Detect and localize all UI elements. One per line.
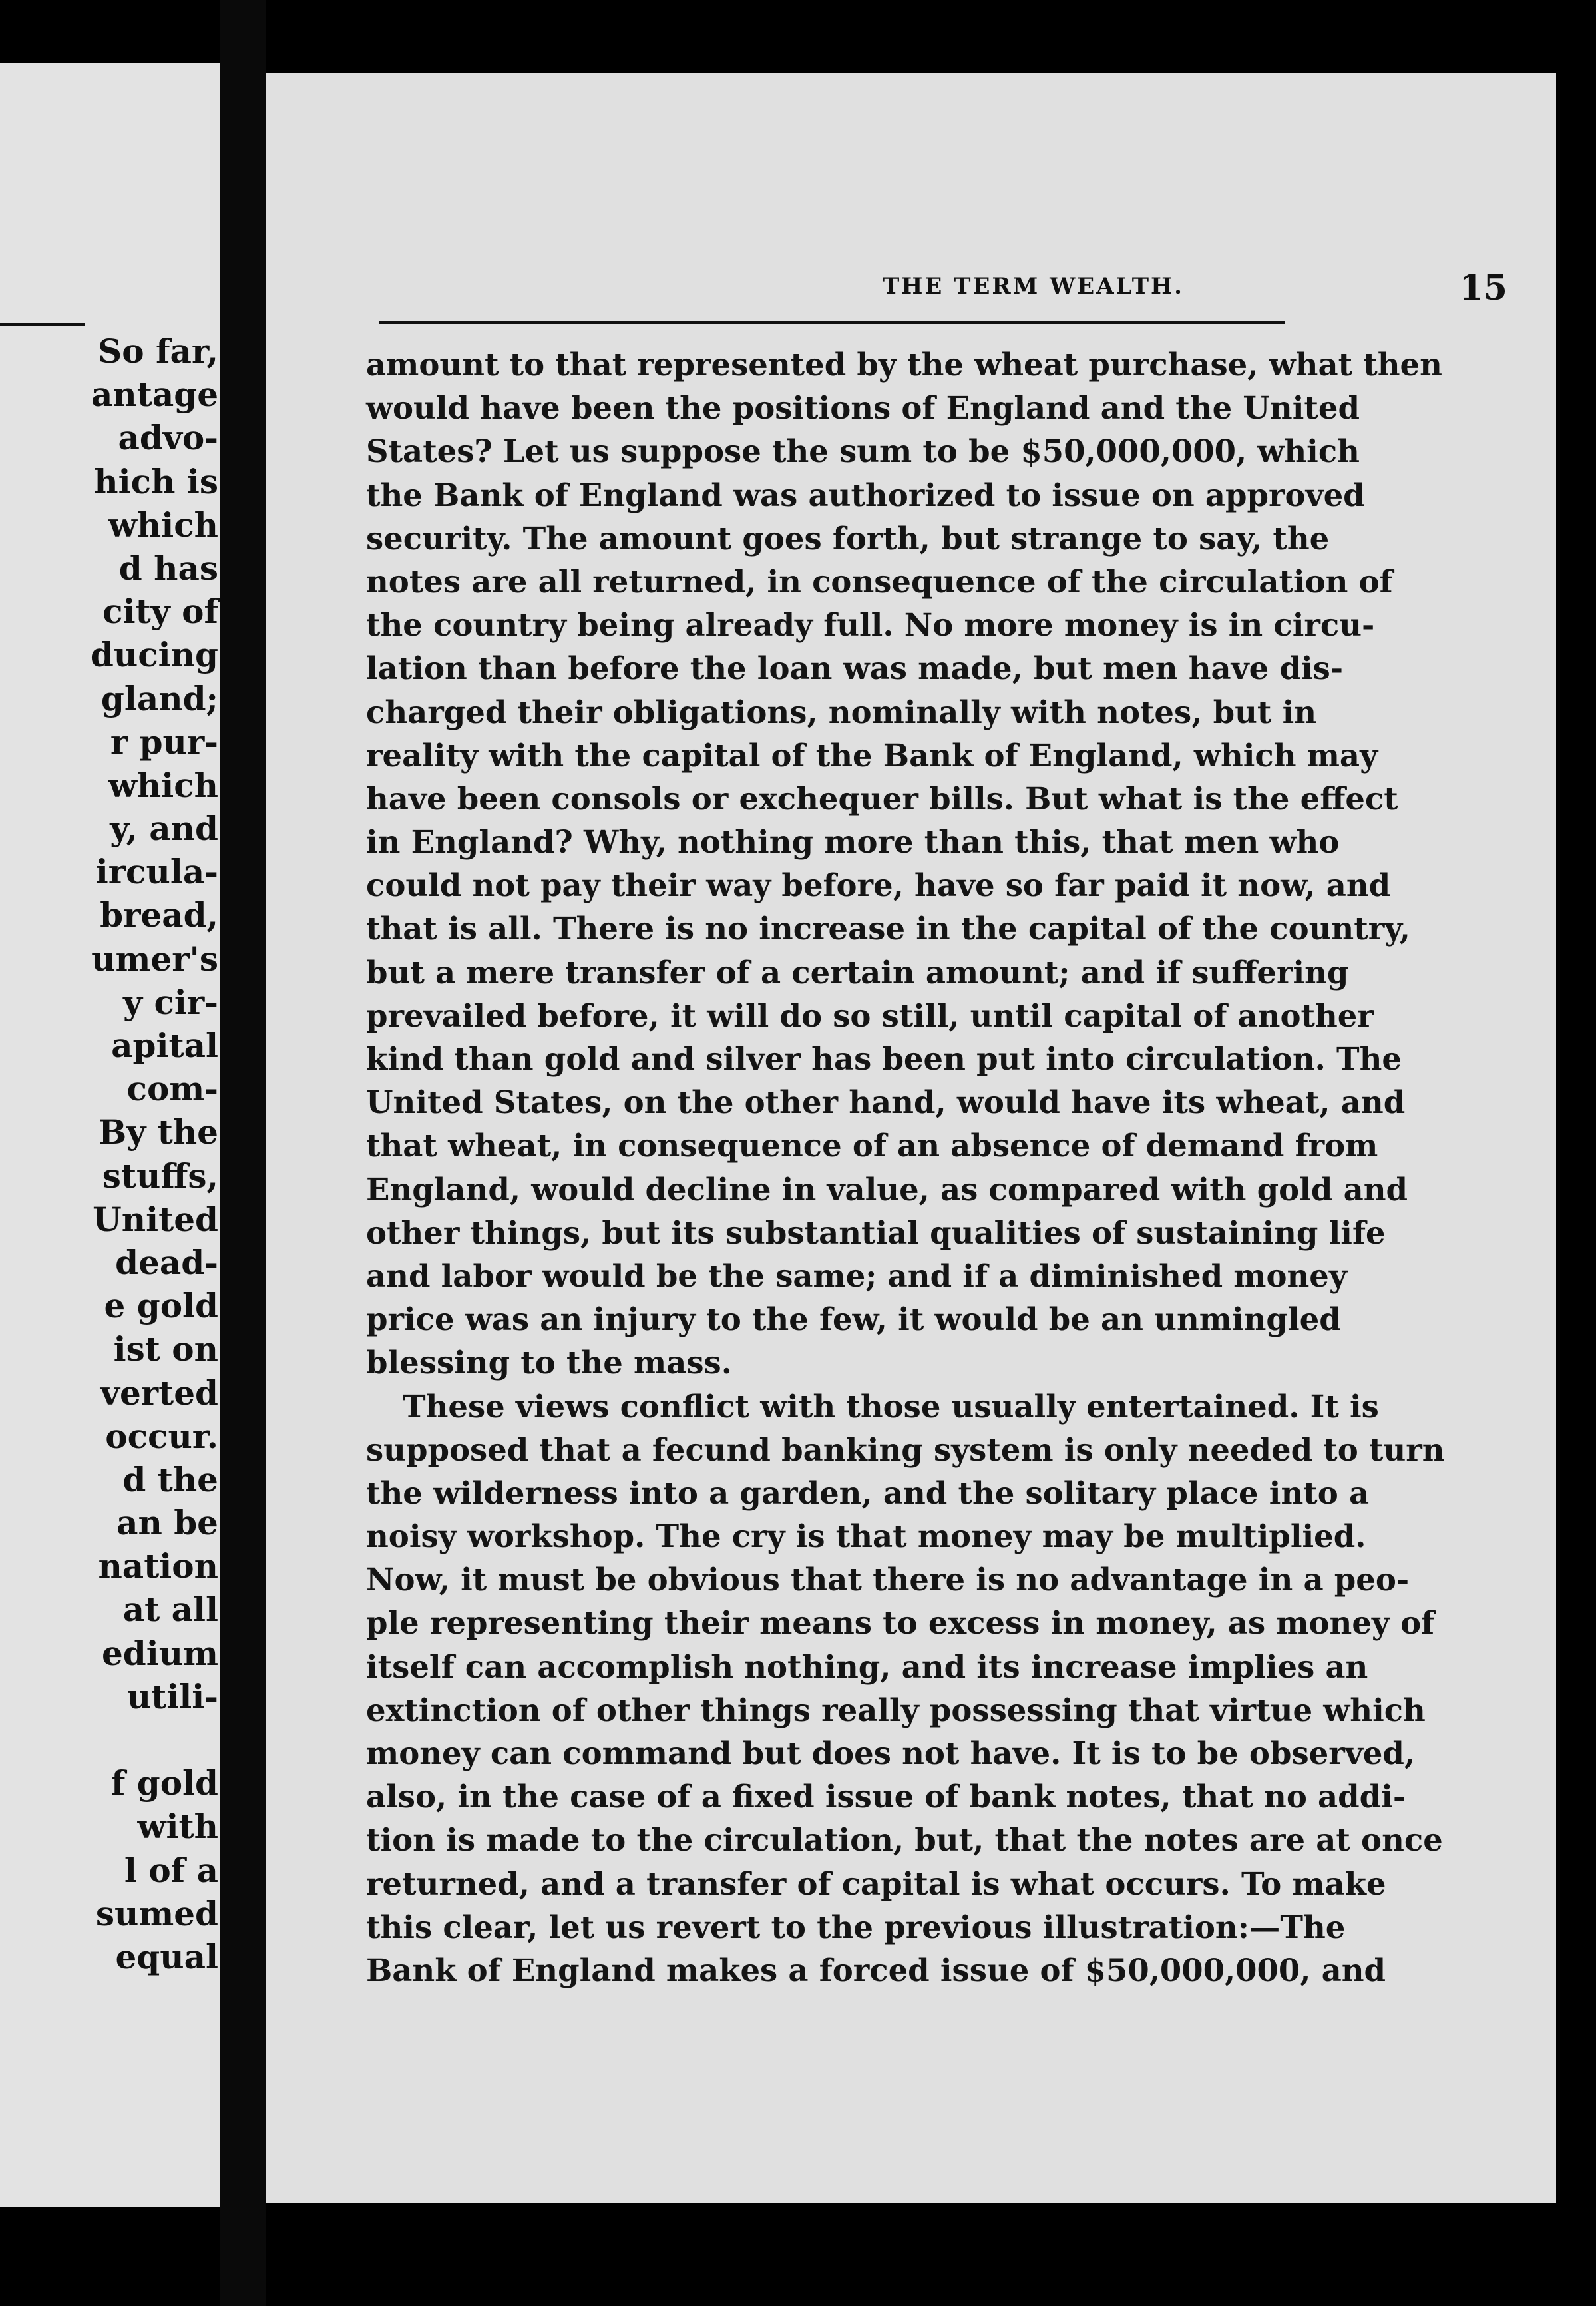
text-line: itself can accomplish nothing, and its increase implies an <box>366 1648 1368 1685</box>
facing-line: ist on <box>113 1329 218 1369</box>
text-line: Now, it must be obvious that there is no advantage in a peo- <box>366 1561 1410 1598</box>
text-line: Bank of England makes a forced issue of $50,000,000, and <box>366 1951 1386 1988</box>
text-line: other things, but its substantial qualities of sustaining life <box>366 1214 1386 1251</box>
text-line: but a mere transfer of a certain amount; and if suffering <box>366 953 1349 991</box>
text-line: that wheat, in consequence of an absence of demand from <box>366 1127 1378 1164</box>
facing-line: city of <box>102 592 218 632</box>
text-line: United States, on the other hand, would have its wheat, and <box>366 1084 1406 1121</box>
facing-line: By the <box>99 1112 218 1152</box>
facing-line: f gold <box>110 1763 218 1803</box>
facing-line: verted <box>100 1373 218 1413</box>
text-line: reality with the capital of the Bank of England, which may <box>366 736 1378 774</box>
facing-line: nation <box>98 1546 218 1586</box>
facing-line: an be <box>116 1503 218 1543</box>
text-line: England, would decline in value, as compared with gold and <box>366 1170 1408 1208</box>
text-line: States? Let us suppose the sum to be $50,000,000, which <box>366 433 1360 470</box>
text-line: also, in the case of a fixed issue of bank notes, that no addi- <box>366 1778 1406 1815</box>
facing-line: gland; <box>100 678 218 718</box>
text-line: noisy workshop. The cry is that money may be multiplied. <box>366 1518 1366 1555</box>
text-line: kind than gold and silver has been put into circulation. The <box>366 1040 1402 1077</box>
text-line: returned, and a transfer of capital is what occurs. To make <box>366 1865 1386 1902</box>
facing-line: antage <box>91 375 218 415</box>
text-line: security. The amount goes forth, but strange to say, the <box>366 519 1330 557</box>
text-line: These views conflict with those usually entertained. It is <box>403 1387 1379 1425</box>
facing-paragraph-gap <box>91 1718 218 1761</box>
facing-line: advo- <box>118 418 218 458</box>
facing-line: y cir- <box>123 982 218 1022</box>
facing-line: edium <box>101 1633 218 1673</box>
facing-line: occur. <box>105 1416 218 1456</box>
text-line: ple representing their means to excess in money, as money of <box>366 1604 1435 1642</box>
running-title: THE TERM WEALTH. <box>883 273 1184 300</box>
text-line: could not pay their way before, have so far paid it now, and <box>366 867 1391 904</box>
facing-line: ducing <box>90 635 218 675</box>
text-line: extinction of other things really possessing that virtue which <box>366 1691 1426 1728</box>
facing-line: com- <box>126 1069 218 1109</box>
facing-line: ircula- <box>95 852 218 892</box>
text-line: in England? Why, nothing more than this, that men who <box>366 823 1340 861</box>
facing-line: sumed <box>95 1893 218 1933</box>
body-text <box>366 343 1445 1992</box>
text-line: money can command but does not have. It is to be observed, <box>366 1735 1416 1771</box>
facing-page-text <box>91 330 218 1978</box>
text-line: blessing to the mass. <box>366 1344 732 1381</box>
facing-line: United <box>93 1199 218 1239</box>
text-line: that is all. There is no increase in the capital of the country, <box>366 910 1410 947</box>
text-line: prevailed before, it will do so still, until capital of another <box>366 997 1374 1034</box>
running-head <box>379 268 1554 326</box>
facing-line: equal <box>115 1937 218 1976</box>
book-page <box>266 73 1556 2203</box>
facing-line: So far, <box>98 332 218 371</box>
header-rule <box>379 321 1285 324</box>
facing-line: y, and <box>110 809 218 849</box>
text-line: notes are all returned, in consequence of the circulation of <box>366 563 1393 600</box>
facing-line: at all <box>122 1590 218 1630</box>
text-line: would have been the positions of England and the United <box>366 389 1360 427</box>
facing-line: which <box>108 765 218 805</box>
facing-line: d the <box>122 1459 218 1499</box>
facing-line: r pur- <box>110 722 218 762</box>
facing-line: bread, <box>100 895 218 935</box>
text-line: the wilderness into a garden, and the solitary place into a <box>366 1474 1370 1511</box>
book-gutter <box>220 0 266 2306</box>
facing-line: apital <box>111 1026 218 1065</box>
text-line: this clear, let us revert to the previous illustration:—The <box>366 1908 1346 1945</box>
facing-line: hich is <box>94 461 218 501</box>
facing-line: stuffs, <box>102 1156 218 1196</box>
text-line: price was an injury to the few, it would be an unmingled <box>366 1301 1341 1338</box>
facing-line: e gold <box>104 1286 218 1326</box>
facing-line: d has <box>118 548 218 588</box>
facing-line: utili- <box>126 1676 218 1716</box>
page-number: 15 <box>1459 268 1507 308</box>
facing-line: umer's <box>91 939 218 979</box>
text-line: charged their obligations, nominally with notes, but in <box>366 693 1317 730</box>
facing-line: l of a <box>124 1850 218 1890</box>
facing-page <box>0 63 220 2207</box>
text-line: supposed that a fecund banking system is only needed to turn <box>366 1431 1445 1468</box>
facing-line: dead- <box>115 1242 218 1282</box>
facing-line: with <box>137 1807 218 1847</box>
text-line: the Bank of England was authorized to issue on approved <box>366 476 1365 513</box>
facing-page-rule <box>0 323 85 326</box>
facing-line: which <box>108 505 218 545</box>
text-line: lation than before the loan was made, but men have dis- <box>366 650 1344 687</box>
text-line: have been consols or exchequer bills. But what is the effect <box>366 780 1398 817</box>
text-line: and labor would be the same; and if a diminished money <box>366 1257 1347 1294</box>
text-line: amount to that represented by the wheat purchase, what then <box>366 346 1442 383</box>
text-line: tion is made to the circulation, but, that the notes are at once <box>366 1821 1443 1859</box>
text-line: the country being already full. No more money is in circu- <box>366 606 1375 644</box>
